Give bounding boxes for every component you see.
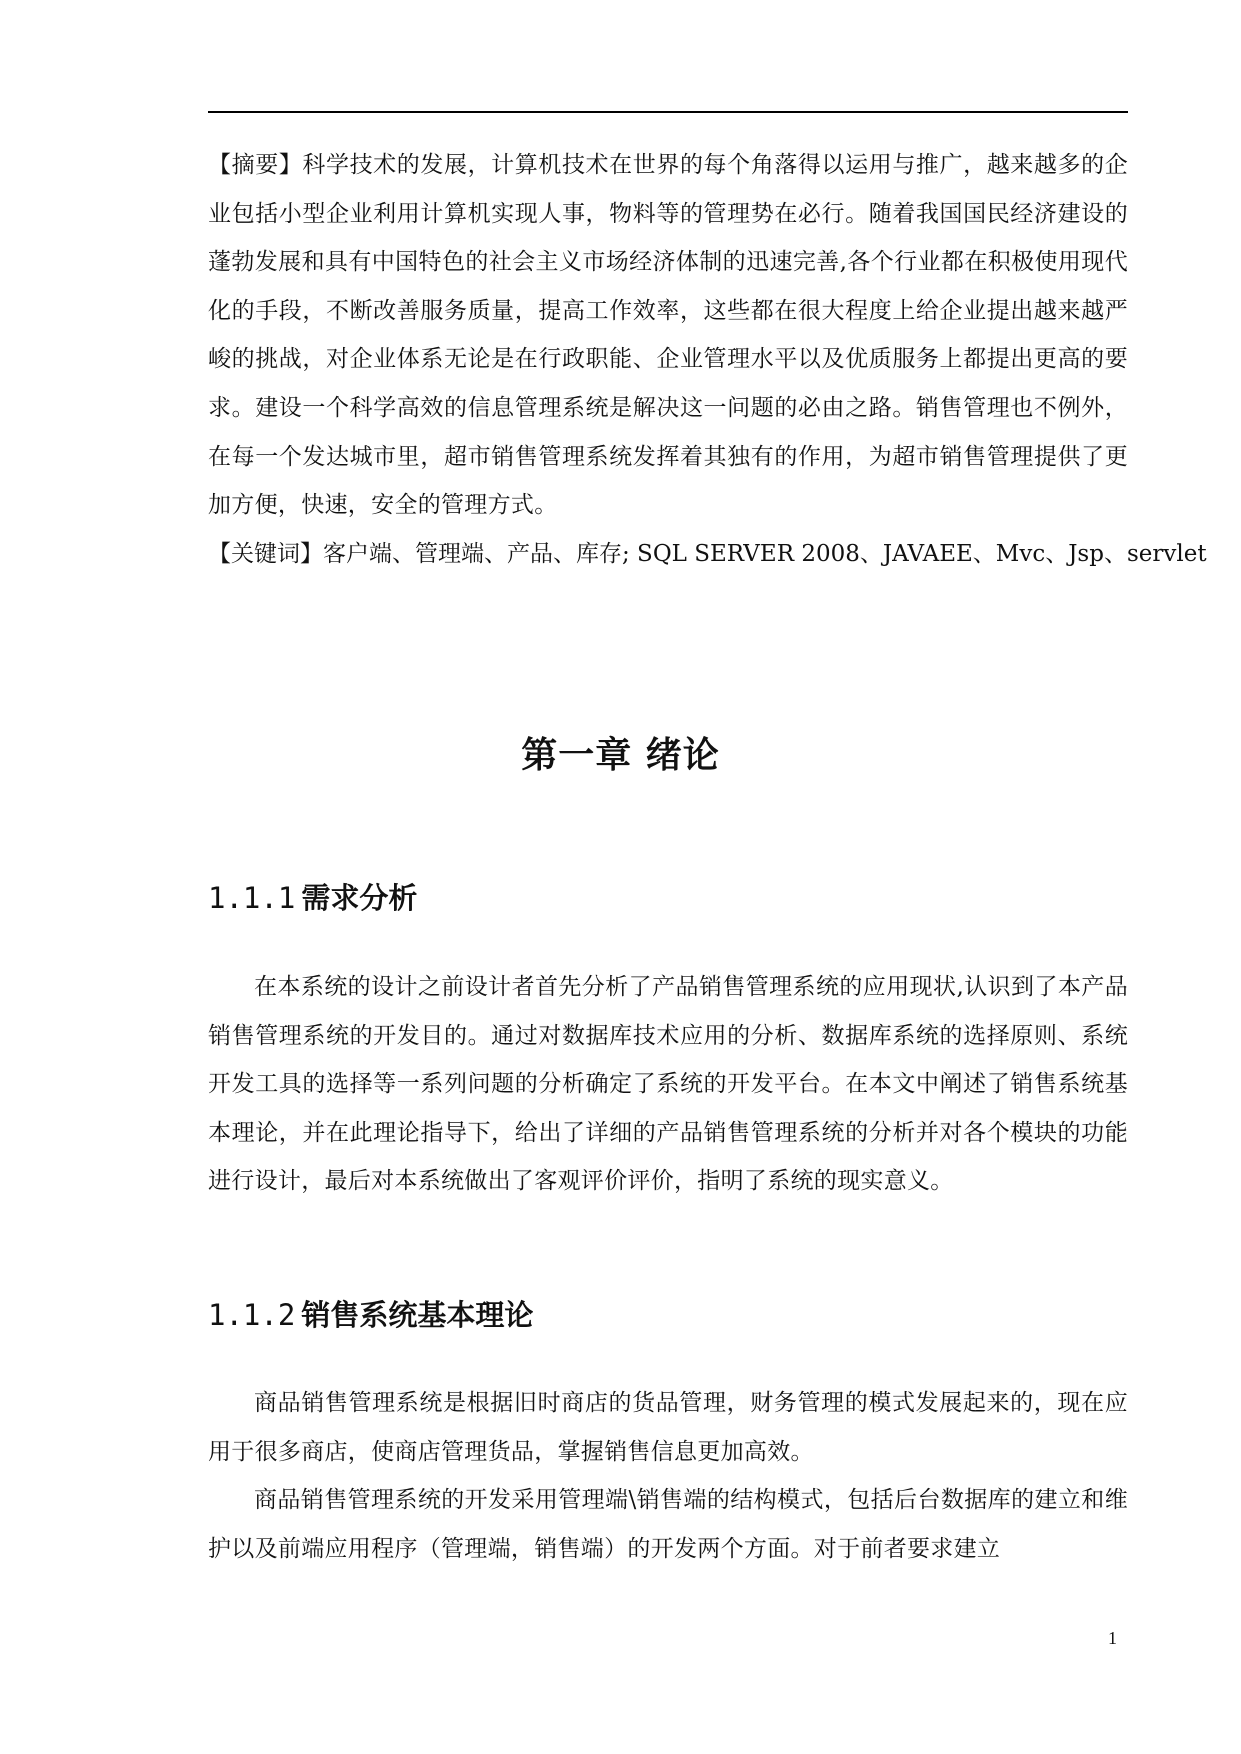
abstract-label: 【摘要】 bbox=[208, 152, 303, 178]
keywords-line bbox=[208, 534, 1207, 574]
header-rule bbox=[208, 111, 1128, 113]
section-body-requirements bbox=[208, 963, 1128, 1206]
section-body-sales-theory bbox=[208, 1379, 1128, 1573]
abstract-text: 科学技术的发展，计算机技术在世界的每个角落得以运用与推广，越来越多的企业包括小型企业利用计算机实现人事，物料等的管理势在必行。随着我国国民经济建设的蓬勃发展和具有中国特色的社会主义市场经济体制的迅速完善,各个行业都在积极使用现代化的手段，不断改善服务质量，提高工作效率，这些都在很大程度上给企业提出越来越严峻的挑战，对企业体系无论是在行政职能、企业管理水平以及优质服务上都提出更高的要求。建设一个科学高效的信息管理系统是解决这一问题的必由之路。销售管理也不例外，在每一个发达城市里，超市销售管理系统发挥着其独有的作用，为超市销售管理提供了更加方便，快速，安全的管理方式。 bbox=[208, 152, 1128, 519]
keywords-label: 【关键词】 bbox=[208, 541, 323, 567]
section-number: 1.1.2 bbox=[208, 1298, 296, 1332]
abstract-block bbox=[208, 141, 1128, 530]
body-paragraph: 商品销售管理系统是根据旧时商店的货品管理，财务管理的模式发展起来的，现在应用于很多商店，使商店管理货品，掌握销售信息更加高效。 bbox=[208, 1390, 1128, 1465]
keywords-text: 客户端、管理端、产品、库存; SQL SERVER 2008、JAVAEE、Mvc、Jsp、servlet bbox=[323, 541, 1207, 567]
body-paragraph: 商品销售管理系统的开发采用管理端\销售端的结构模式，包括后台数据库的建立和维护以及前端应用程序（管理端，销售端）的开发两个方面。对于前者要求建立 bbox=[208, 1487, 1128, 1562]
section-heading-requirements bbox=[208, 878, 417, 918]
section-title: 需求分析 bbox=[301, 881, 418, 915]
section-number: 1.1.1 bbox=[208, 881, 296, 915]
section-heading-sales-theory bbox=[208, 1295, 533, 1335]
abstract-paragraph bbox=[208, 141, 1128, 530]
section-title: 销售系统基本理论 bbox=[301, 1298, 534, 1332]
body-paragraph: 在本系统的设计之前设计者首先分析了产品销售管理系统的应用现状,认识到了本产品销售管理系统的开发目的。通过对数据库技术应用的分析、数据库系统的选择原则、系统开发工具的选择等一系列问题的分析确定了系统的开发平台。在本文中阐述了销售系统基本理论，并在此理论指导下，给出了详细的产品销售管理系统的分析并对各个模块的功能进行设计，最后对本系统做出了客观评价评价，指明了系统的现实意义。 bbox=[208, 974, 1128, 1195]
chapter-title: 第一章 绪论 bbox=[521, 734, 720, 776]
page-number: 1 bbox=[1108, 1628, 1117, 1648]
